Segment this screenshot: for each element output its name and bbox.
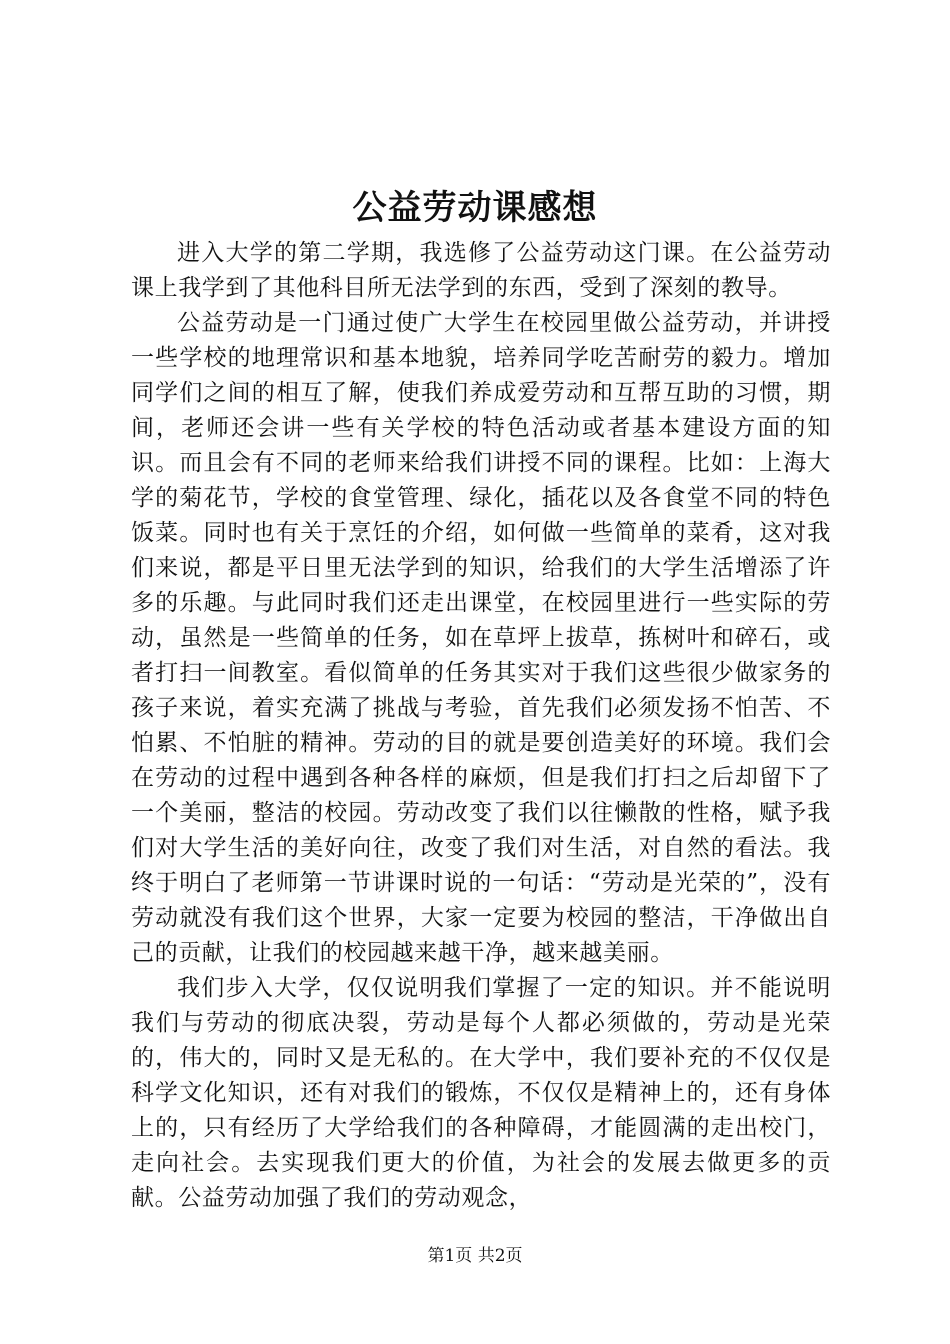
document-title: 公益劳动课感想 <box>352 188 598 228</box>
page-number-footer: 第1页 共2页 <box>427 1246 523 1266</box>
paragraph-2: 公益劳动是一门通过使广大学生在校园里做公益劳动，并讲授一些学校的地理常识和基本地貌，培养同学吃苦耐劳的毅力。增加同学们之间的相互了解，使我们养成爱劳动和互帮互助的习惯，期间，老师还会讲一些有关学校的特色活动或者基本建设方面的知识。而且会有不同的老师来给我们讲授不同的课程。比如：上海大学的菊花节，学校的食堂管理、绿化，插花以及各食堂不同的特色饭菜。同时也有关于烹饪的介绍，如何做一些简单的菜肴，这对我们来说，都是平日里无法学到的知识，给我们的大学生活增添了许多的乐趣。与此同时我们还走出课堂，在校园里进行一些实际的劳动，虽然是一些简单的任务，如在草坪上拔草，拣树叶和碎石，或者打扫一间教室。看似简单的任务其实对于我们这些很少做家务的孩子来说，着实充满了挑战与考验，首先我们必须发扬不怕苦、不怕累、不怕脏的精神。劳动的目的就是要创造美好的环境。我们会在劳动的过程中遇到各种各样的麻烦，但是我们打扫之后却留下了一个美丽，整洁的校园。劳动改变了我们以往懒散的性格，赋予我们对大学生活的美好向往，改变了我们对生活，对自然的看法。我终于明白了老师第一节讲课时说的一句话：“劳动是光荣的”，没有劳动就没有我们这个世界，大家一定要为校园的整洁，干净做出自己的贡献，让我们的校园越来越干净，越来越美丽。 <box>131 310 831 966</box>
paragraph-3: 我们步入大学，仅仅说明我们掌握了一定的知识。并不能说明我们与劳动的彻底决裂，劳动是每个人都必须做的，劳动是光荣的，伟大的，同时又是无私的。在大学中，我们要补充的不仅仅是科学文化知识，还有对我们的锻炼，不仅仅是精神上的，还有身体上的，只有经历了大学给我们的各种障碍，才能圆满的走出校门，走向社会。去实现我们更大的价值，为社会的发展去做更多的贡献。公益劳动加强了我们的劳动观念， <box>131 975 831 1211</box>
document-body <box>131 236 831 1216</box>
paragraph-1: 进入大学的第二学期，我选修了公益劳动这门课。在公益劳动课上我学到了其他科目所无法学到的东西，受到了深刻的教导。 <box>131 240 831 301</box>
